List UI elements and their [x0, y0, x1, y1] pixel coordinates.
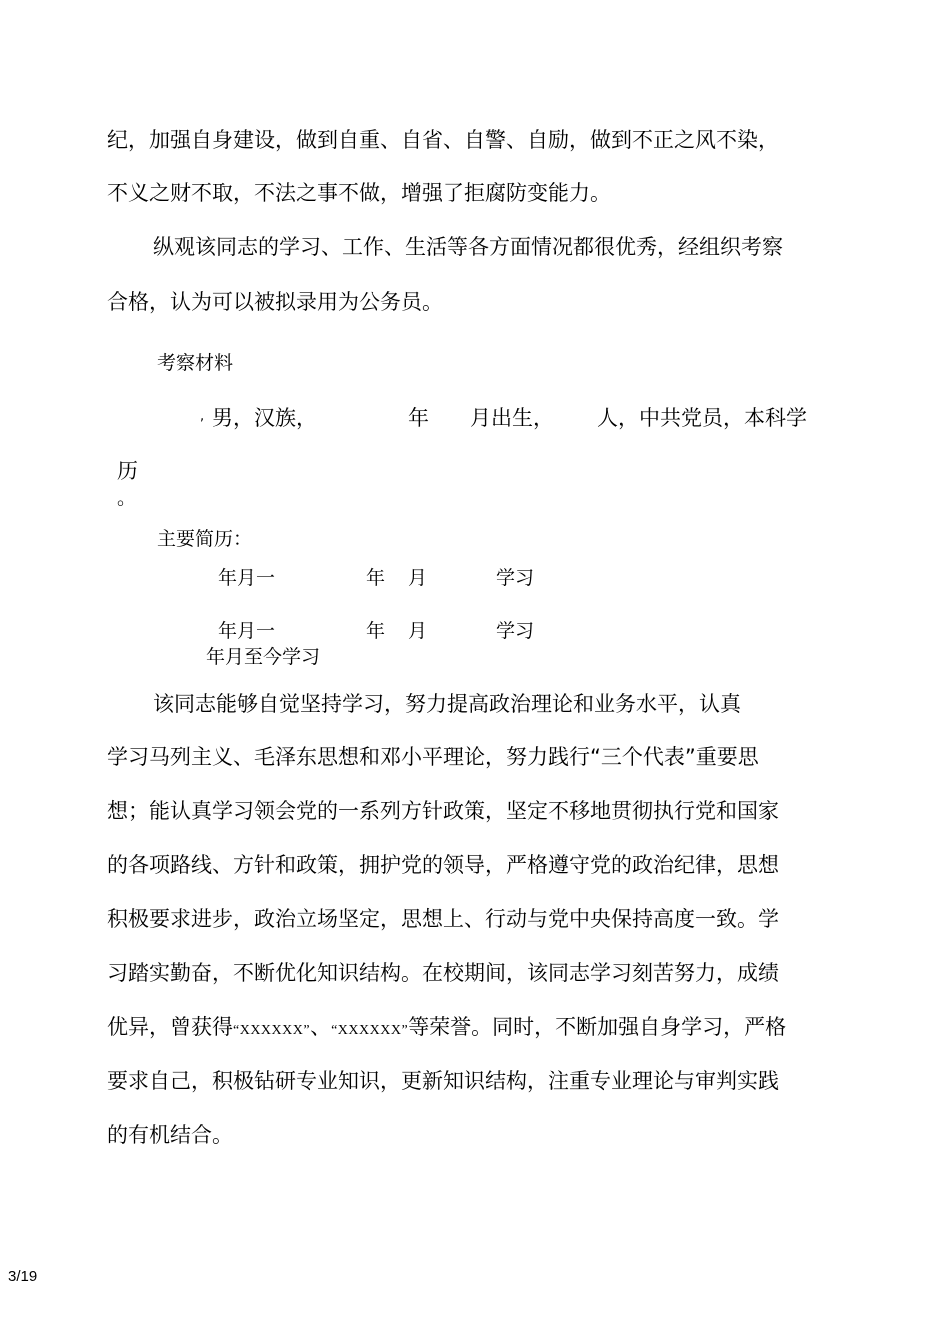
profile-origin: 人，中共党员，本科学 [597, 406, 807, 430]
body-line: 学习马列主义、毛泽东思想和邓小平理论，努力践行“三个代表”重要思 [107, 745, 759, 769]
page-number: 3/19 [8, 1268, 38, 1285]
resume-month: 月 [408, 620, 428, 642]
body-line: 的各项路线、方针和政策，拥护党的领导，严格遵守党的政治纪律，思想 [107, 853, 779, 877]
resume-activity: 学习 [496, 620, 535, 642]
profile-edu-cont: 历 [117, 459, 138, 483]
resume-start: 年月一 [218, 620, 276, 642]
resume-activity: 学习 [496, 567, 535, 589]
body-text: 、 [310, 1015, 332, 1039]
body-text: 优异，曾获得 [107, 1015, 233, 1039]
body-line: 想；能认真学习领会党的一系列方针政策，坚定不移地贯彻执行党和国家 [107, 799, 779, 823]
resume-year: 年 [366, 567, 386, 589]
paragraph-line: 纵观该同志的学习、工作、生活等各方面情况都很优秀，经组织考察 [153, 235, 783, 259]
resume-year: 年 [366, 620, 386, 642]
profile-gender: 男，汉族， [212, 406, 317, 430]
profile-born: 月出生， [470, 406, 554, 430]
paragraph-line: 不义之财不取，不法之事不做，增强了拒腐防变能力。 [107, 181, 611, 205]
resume-start: 年月一 [218, 567, 276, 589]
resume-current: 年月至今学习 [206, 646, 321, 668]
resume-heading: 主要简历： [157, 528, 253, 550]
body-line: 的有机结合。 [107, 1123, 233, 1147]
honor-name: “XXXXXX” [331, 1023, 409, 1038]
paragraph-line: 合格，认为可以被拟录用为公务员。 [107, 290, 443, 314]
body-line: 习踏实勤奋，不断优化知识结构。在校期间，该同志学习刻苦努力，成绩 [107, 961, 779, 985]
profile-comma: , [200, 409, 205, 424]
body-line: 要求自己，积极钻研专业知识，更新知识结构，注重专业理论与审判实践 [107, 1069, 779, 1093]
resume-month: 月 [408, 567, 428, 589]
profile-year: 年 [408, 406, 429, 430]
section-title: 考察材料 [157, 352, 234, 374]
paragraph-line: 纪，加强自身建设，做到自重、自省、自警、自励，做到不正之风不染， [107, 128, 779, 152]
honor-name: “XXXXXX” [233, 1023, 311, 1038]
body-line [107, 1015, 786, 1043]
body-line: 该同志能够自觉坚持学习，努力提高政治理论和业务水平，认真 [153, 692, 741, 716]
body-line: 积极要求进步，政治立场坚定，思想上、行动与党中央保持高度一致。学 [107, 907, 779, 931]
profile-period: 。 [117, 487, 137, 509]
body-text: 等荣誉。同时，不断加强自身学习，严格 [408, 1015, 787, 1039]
